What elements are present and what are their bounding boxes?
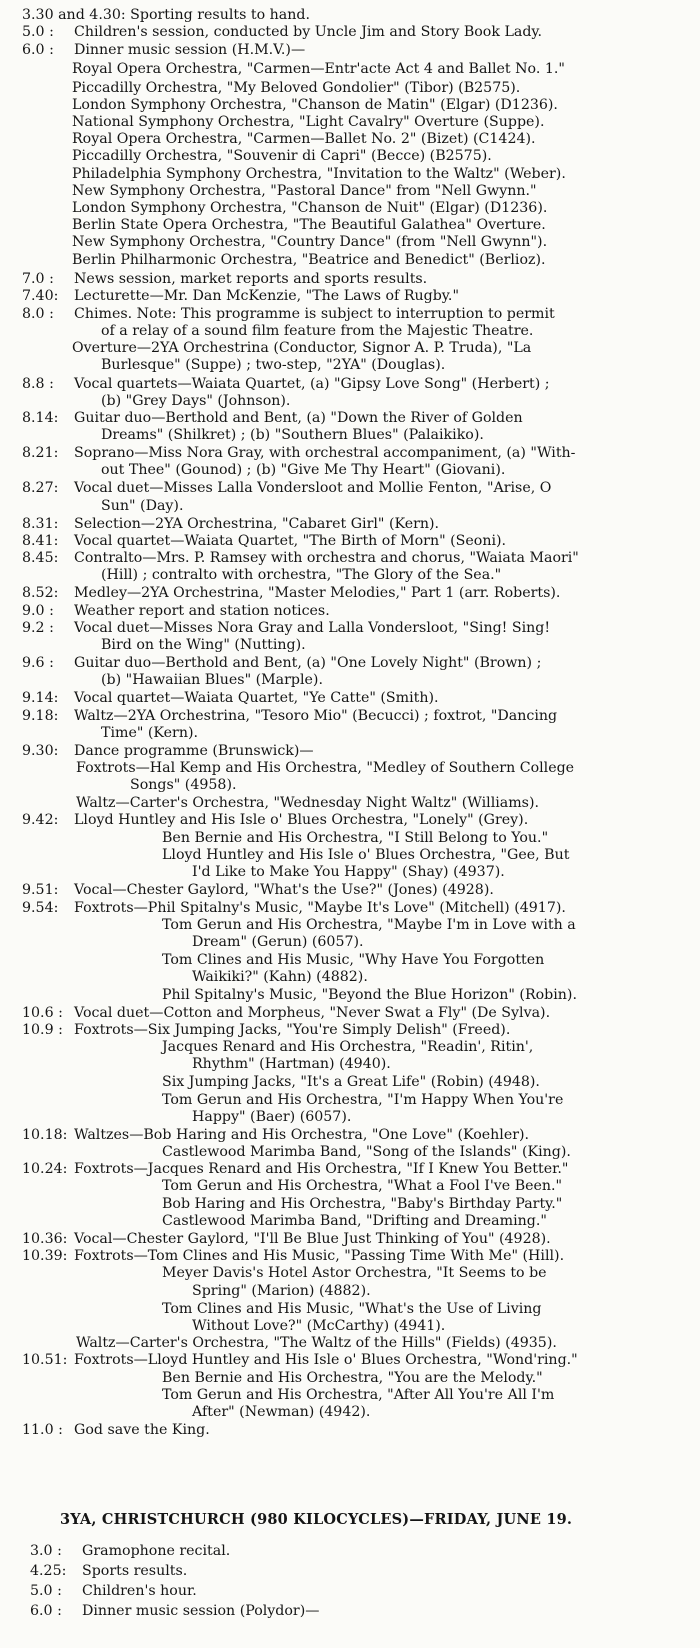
line-text: Six Jumping Jacks, "It's a Great Life" (Robin) (4948). [162, 1074, 540, 1090]
time-label: 8.8 : [22, 376, 54, 392]
programme-line [192, 1402, 370, 1422]
line-text: Piccadilly Orchestra, "My Beloved Gondolier" (Tibor) (B2575). [72, 80, 521, 96]
line-text: Spring" (Marion) (4882). [192, 1283, 371, 1299]
line-text: Waltzes—Bob Haring and His Orchestra, "One Love" (Koehler). [74, 1127, 530, 1143]
line-text: Waltz—Carter's Orchestra, "Wednesday Night Waltz" (Williams). [76, 795, 540, 811]
line-text: Philadelphia Symphony Orchestra, "Invitation to the Waltz" (Weber). [72, 166, 566, 182]
line-text: Dance programme (Brunswick)— [74, 743, 314, 759]
line-text: Dinner music session (Polydor)— [82, 1603, 320, 1619]
programme-line [22, 22, 542, 42]
line-text: I'd Like to Make You Happy" (Shay) (4937). [192, 864, 505, 880]
station-heading: 3YA, CHRISTCHURCH (980 KILOCYCLES)—FRIDAY, JUNE 19. [60, 1511, 573, 1528]
programme-line [162, 1263, 547, 1283]
line-text: Tom Clines and His Music, "Why Have You Forgotten [162, 952, 545, 968]
time-label: 8.31: [22, 516, 59, 532]
programme-line [30, 1561, 187, 1581]
time-label: 7.0 : [22, 271, 54, 287]
line-text: Foxtrots—Tom Clines and His Music, "Passing Time With Me" (Hill). [74, 1248, 565, 1264]
programme-line [72, 146, 492, 166]
time-label: 10.9 : [22, 1022, 63, 1038]
line-text: Time" (Kern). [101, 725, 198, 741]
line-text: Soprano—Miss Nora Gray, with orchestral accompaniment, (a) "With- [74, 445, 576, 461]
line-text: Royal Opera Orchestra, "Carmen—Ballet No. 2" (Bizet) (C1424). [72, 131, 536, 147]
line-text: Bird on the Wing" (Nutting). [101, 637, 306, 653]
time-label: 9.54: [22, 900, 59, 916]
programme-line [162, 1211, 547, 1231]
line-text: Contralto—Mrs. P. Ramsey with orchestra and chorus, "Waiata Maori" [74, 550, 579, 566]
programme-line [22, 880, 494, 900]
time-label: 8.45: [22, 550, 59, 566]
line-text: Tom Gerun and His Orchestra, "After All You're All I'm [162, 1387, 555, 1403]
line-text: Waikiki?" (Kahn) (4882). [192, 969, 368, 985]
line-text: Tom Gerun and His Orchestra, "I'm Happy When You're [162, 1092, 564, 1108]
time-label: 5.0 : [22, 24, 54, 40]
line-text: Vocal—Chester Gaylord, "What's the Use?" (Jones) (4928). [74, 882, 494, 898]
line-text: Waltz—2YA Orchestrina, "Tesoro Mio" (Becucci) ; foxtrot, "Dancing [74, 708, 558, 724]
line-text: Sun" (Day). [101, 498, 184, 514]
line-text: Children's session, conducted by Uncle Jim and Story Book Lady. [74, 24, 543, 40]
programme-line [101, 723, 198, 743]
programme-line [162, 1072, 540, 1092]
programme-line [72, 59, 565, 79]
line-text: Vocal—Chester Gaylord, "I'll Be Blue Just Thinking of You" (4928). [74, 1231, 551, 1247]
line-text: God save the King. [74, 1422, 210, 1438]
line-text: New Symphony Orchestra, "Country Dance" (from "Nell Gwynn"). [72, 234, 548, 250]
line-text: Children's hour. [82, 1583, 197, 1599]
line-text: Gramophone recital. [82, 1543, 231, 1559]
programme-line [101, 460, 505, 480]
programme-line [22, 810, 528, 830]
time-label: 9.30: [22, 743, 59, 759]
line-text: National Symphony Orchestra, "Light Cavalry" Overture (Suppe). [72, 114, 545, 130]
time-label: 7.40: [22, 288, 59, 304]
line-text: Lloyd Huntley and His Isle o' Blues Orchestra, "Lonely" (Grey). [74, 812, 529, 828]
programme-line [162, 985, 577, 1005]
line-text: Ben Bernie and His Orchestra, "I Still Belong to You." [162, 830, 549, 846]
line-text: Lloyd Huntley and His Isle o' Blues Orchestra, "Gee, But [162, 847, 570, 863]
time-label: 9.42: [22, 812, 59, 828]
time-label: 9.0 : [22, 603, 54, 619]
line-text: Chimes. Note: This programme is subject to interruption to permit [74, 306, 555, 322]
line-text: London Symphony Orchestra, "Chanson de Matin" (Elgar) (D1236). [72, 97, 558, 113]
time-label: 3.0 : [30, 1543, 62, 1559]
line-text: Dreams" (Shilkret) ; (b) "Southern Blues" (Palaikiko). [101, 427, 484, 443]
programme-line [192, 932, 364, 952]
line-text: Rhythm" (Hartman) (4940). [192, 1056, 391, 1072]
line-text: After" (Newman) (4942). [192, 1404, 371, 1420]
line-text: Foxtrots—Six Jumping Jacks, "You're Simply Delish" (Freed). [74, 1022, 511, 1038]
line-text: Meyer Davis's Hotel Astor Orchestra, "It Seems to be [162, 1265, 547, 1281]
programme-line [192, 967, 368, 987]
time-label: 5.0 : [30, 1583, 62, 1599]
programme-line [101, 496, 183, 516]
line-text: Berlin Philharmonic Orchestra, "Beatrice and Benedict" (Berlioz). [72, 252, 546, 268]
line-text: Tom Gerun and His Orchestra, "What a Fool I've Been." [162, 1178, 563, 1194]
line-text: New Symphony Orchestra, "Pastoral Dance" from "Nell Gwynn." [72, 183, 537, 199]
line-text: Happy" (Baer) (6057). [192, 1109, 352, 1125]
line-text: Foxtrots—Lloyd Huntley and His Isle o' Blues Orchestra, "Wond'ring." [74, 1352, 578, 1368]
line-text: Sports results. [82, 1563, 188, 1579]
time-label: 10.18: [22, 1127, 68, 1143]
programme-line [101, 355, 445, 375]
programme-line [22, 286, 459, 306]
time-label: 8.14: [22, 410, 59, 426]
programme-line [22, 688, 439, 708]
line-text: 3.30 and 4.30: Sporting results to hand. [22, 7, 310, 23]
time-label: 10.36: [22, 1231, 68, 1247]
line-text: Vocal quartet—Waiata Quartet, "The Birth of Morn" (Seoni). [74, 533, 507, 549]
programme-line [192, 862, 505, 882]
line-text: Tom Clines and His Music, "What's the Use of Living [162, 1301, 542, 1317]
line-text: Foxtrots—Jacques Renard and His Orchestra, "If I Knew You Better." [74, 1161, 569, 1177]
line-text: Waltz—Carter's Orchestra, "The Waltz of the Hills" (Fields) (4935). [76, 1335, 557, 1351]
line-text: Lecturette—Mr. Dan McKenzie, "The Laws of Rugby." [74, 288, 459, 304]
line-text: News session, market reports and sports results. [74, 271, 428, 287]
programme-line [101, 635, 306, 655]
line-text: (b) "Hawaiian Blues" (Marple). [101, 672, 323, 688]
programme-line [192, 1107, 351, 1127]
programme-line [22, 583, 560, 603]
line-text: Songs" (4958). [130, 777, 237, 793]
time-label: 4.25: [30, 1563, 67, 1579]
line-text: Vocal quartets—Waiata Quartet, (a) "Gipsy Love Song" (Herbert) ; [74, 376, 550, 392]
line-text: Guitar duo—Berthold and Bent, (a) "One Lovely Night" (Brown) ; [74, 655, 542, 671]
programme-line [30, 1541, 230, 1561]
time-label: 10.51: [22, 1352, 68, 1368]
line-text: Jacques Renard and His Orchestra, "Readin', Ritin', [162, 1039, 534, 1055]
time-label: 8.21: [22, 445, 59, 461]
programme-line [101, 670, 323, 690]
line-text: Overture—2YA Orchestrina (Conductor, Signor A. P. Truda), "La [72, 340, 532, 356]
programme-line [192, 1054, 391, 1074]
line-text: Foxtrots—Hal Kemp and His Orchestra, "Medley of Southern College [76, 760, 575, 776]
line-text: Without Love?" (McCarthy) (4941). [192, 1318, 446, 1334]
line-text: (Hill) ; contralto with orchestra, "The Glory of the Sea." [101, 567, 502, 583]
line-text: Guitar duo—Berthold and Bent, (a) "Down the River of Golden [74, 410, 523, 426]
programme-line [130, 775, 236, 795]
line-text: Selection—2YA Orchestrina, "Cabaret Girl" (Kern). [74, 516, 440, 532]
time-label: 9.14: [22, 690, 59, 706]
line-text: of a relay of a sound film feature from the Majestic Theatre. [101, 323, 534, 339]
line-text: Vocal quartet—Waiata Quartet, "Ye Catte" (Smith). [74, 690, 439, 706]
line-text: Vocal duet—Misses Nora Gray and Lalla Vondersloot, "Sing! Sing! [74, 620, 551, 636]
time-label: 8.52: [22, 585, 59, 601]
line-text: Foxtrots—Phil Spitalny's Music, "Maybe It's Love" (Mitchell) (4917). [74, 900, 566, 916]
time-label: 9.6 : [22, 655, 54, 671]
line-text: Bob Haring and His Orchestra, "Baby's Birthday Party." [162, 1196, 563, 1212]
time-label: 10.24: [22, 1161, 68, 1177]
programme-line [192, 1281, 371, 1301]
programme-line [72, 250, 546, 270]
time-label: 6.0 : [22, 42, 54, 58]
programme-line [22, 1350, 578, 1370]
line-text: Royal Opera Orchestra, "Carmen—Entr'acte Act 4 and Ballet No. 1." [72, 61, 565, 77]
programme-line [72, 232, 547, 252]
line-text: Vocal duet—Misses Lalla Vondersloot and Mollie Fenton, "Arise, O [74, 480, 552, 496]
line-text: Tom Gerun and His Orchestra, "Maybe I'm in Love with a [162, 917, 576, 933]
time-label: 8.41: [22, 533, 59, 549]
time-label: 8.0 : [22, 306, 54, 322]
programme-line [30, 1581, 197, 1601]
time-label: 10.6 : [22, 1005, 63, 1021]
line-text: Weather report and station notices. [74, 603, 330, 619]
programme-line [22, 40, 305, 60]
programme-line [101, 565, 501, 585]
time-label: 9.51: [22, 882, 59, 898]
line-text: out Thee" (Gounod) ; (b) "Give Me Thy Heart" (Giovani). [101, 462, 506, 478]
time-label: 11.0 : [22, 1422, 63, 1438]
line-text: Ben Bernie and His Orchestra, "You are the Melody." [162, 1370, 543, 1386]
line-text: London Symphony Orchestra, "Chanson de Nuit" (Elgar) (D1236). [72, 200, 548, 216]
time-label: 8.27: [22, 480, 59, 496]
line-text: Dream" (Gerun) (6057). [192, 934, 364, 950]
time-label: 6.0 : [30, 1603, 62, 1619]
line-text: Berlin State Opera Orchestra, "The Beautiful Galathea" Overture. [72, 217, 546, 233]
line-text: Medley—2YA Orchestrina, "Master Melodies," Part 1 (arr. Roberts). [74, 585, 561, 601]
line-text: Castlewood Marimba Band, "Drifting and Dreaming." [162, 1213, 547, 1229]
programme-line [30, 1601, 319, 1621]
line-text: Piccadilly Orchestra, "Souvenir di Capri" (Becce) (B2575). [72, 148, 492, 164]
line-text: Dinner music session (H.M.V.)— [74, 42, 306, 58]
time-label: 9.2 : [22, 620, 54, 636]
programme-line [22, 1420, 210, 1440]
programme-line [22, 478, 551, 498]
line-text: Vocal duet—Cotton and Morpheus, "Never Swat a Fly" (De Sylva). [74, 1005, 551, 1021]
programme-line [101, 425, 484, 445]
programme-line [162, 1176, 562, 1196]
time-label: 9.18: [22, 708, 59, 724]
line-text: Burlesque" (Suppe) ; two-step, "2YA" (Douglas). [101, 357, 446, 373]
line-text: Phil Spitalny's Music, "Beyond the Blue Horizon" (Robin). [162, 987, 577, 1003]
line-text: (b) "Grey Days" (Johnson). [101, 393, 291, 409]
time-label: 10.39: [22, 1248, 68, 1264]
line-text: Castlewood Marimba Band, "Song of the Islands" (King). [162, 1144, 571, 1160]
